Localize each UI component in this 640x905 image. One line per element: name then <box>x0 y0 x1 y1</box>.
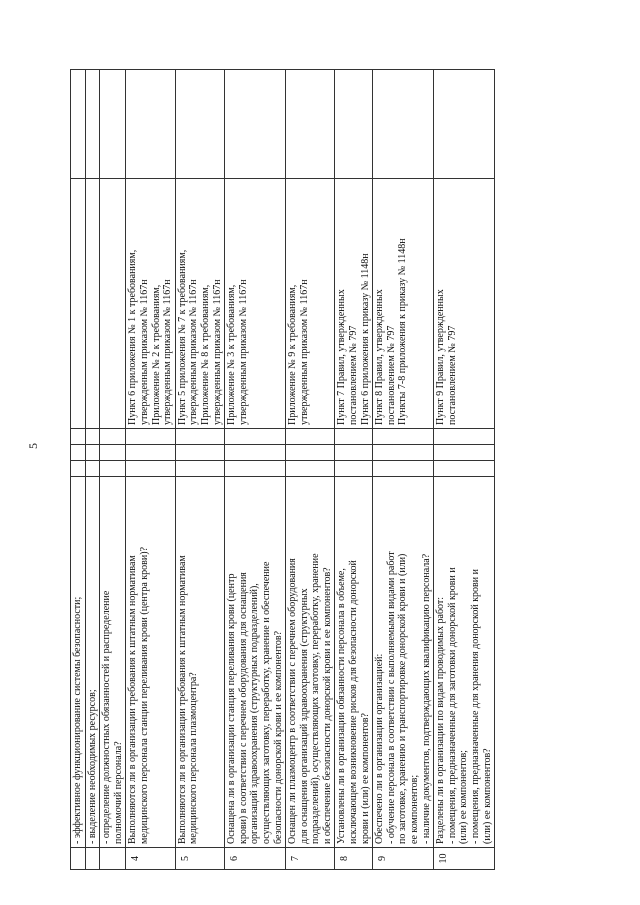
reference-line: Пункты 7-8 приложения к приказу № 1148н <box>397 238 409 425</box>
table-row <box>434 70 495 870</box>
answer-no-cell <box>175 445 224 461</box>
question-line: Обеспечено ли в организации организацией: <box>374 653 386 844</box>
reference-line: Приложение № 3 к требованиям, <box>226 284 238 425</box>
question-line: крови) в соответствии с перечнем оборудования для оснащения <box>237 572 249 844</box>
answer-yes-cell <box>225 461 286 477</box>
not-applicable-cell <box>225 429 286 445</box>
table-row <box>126 70 175 870</box>
answer-no-cell <box>100 445 126 461</box>
question-line: - выделение необходимых ресурсов; <box>86 689 98 844</box>
question-line: Установлены ли в организации обязанности персонала в объеме, <box>336 568 348 844</box>
answer-yes-cell <box>100 461 126 477</box>
question-cell <box>85 477 100 848</box>
answer-yes-cell <box>175 461 224 477</box>
reference-line: утвержденным приказом № 1167н <box>138 279 150 425</box>
reference-line: Пункт 9 Правил, утвержденных <box>435 289 447 425</box>
question-cell <box>335 477 373 848</box>
question-line: по заготовке, хранению и транспортировке донорской крови и (или) <box>397 553 409 844</box>
question-line: осуществляющих заготовку, переработку, хранение и обеспечение <box>260 561 272 844</box>
comment-cell <box>175 70 224 179</box>
not-applicable-cell <box>434 429 495 445</box>
question-line: подразделений), осуществляющих заготовку, переработку, хранение <box>310 553 322 844</box>
comment-cell <box>100 70 126 179</box>
row-number <box>100 848 126 870</box>
not-applicable-cell <box>85 429 100 445</box>
checklist-body <box>71 70 495 870</box>
row-number-text: 10 <box>438 853 450 864</box>
reference-line: Пункт 6 приложения № 1 к требованиям, <box>127 249 139 425</box>
row-number-text: 5 <box>179 856 191 861</box>
answer-yes-cell <box>126 461 175 477</box>
comment-cell <box>434 70 495 179</box>
row-number <box>71 848 86 870</box>
answer-yes-cell <box>373 461 434 477</box>
row-number <box>175 848 224 870</box>
question-line: - помещения, предназначенные для заготовки донорской крови и <box>446 567 458 844</box>
question-line: - эффективное функционирование системы безопасности; <box>72 596 83 844</box>
row-number-text: 8 <box>339 856 351 861</box>
reference-cell <box>85 179 100 429</box>
reference-line: Приложение № 8 к требованиям, <box>199 284 211 425</box>
answer-no-cell <box>335 445 373 461</box>
reference-cell <box>434 179 495 429</box>
question-line: Выполняются ли в организации требования к штатным нормативам <box>127 555 139 844</box>
question-line: - определение должностных обязанностей и распределение <box>101 590 113 844</box>
reference-line: постановлением № 797 <box>446 325 458 425</box>
answer-no-cell <box>225 445 286 461</box>
reference-cell <box>286 179 335 429</box>
reference-cell <box>100 179 126 429</box>
question-line: полномочий персонала? <box>112 741 124 844</box>
row-number-text: 7 <box>290 856 302 861</box>
reference-line: утвержденным приказом № 1167н <box>237 279 249 425</box>
reference-line: Пункт 7 Правил, утвержденных <box>336 289 348 425</box>
table-row <box>100 70 126 870</box>
table-row <box>335 70 373 870</box>
question-line: и обеспечение безопасности донорской крови и ее компонентов? <box>321 567 333 844</box>
answer-yes-cell <box>71 461 86 477</box>
answer-no-cell <box>286 445 335 461</box>
not-applicable-cell <box>286 429 335 445</box>
question-cell <box>126 477 175 848</box>
comment-cell <box>373 70 434 179</box>
row-number <box>373 848 434 870</box>
answer-no-cell <box>85 445 100 461</box>
row-number <box>434 848 495 870</box>
not-applicable-cell <box>100 429 126 445</box>
row-number-text: 6 <box>229 856 241 861</box>
question-cell <box>373 477 434 848</box>
reference-line: постановлением № 797 <box>348 325 360 425</box>
question-line: ее компонентов; <box>409 774 421 844</box>
question-cell <box>71 477 86 848</box>
question-line: (или) ее компонентов; <box>458 750 470 844</box>
question-line: безопасности донорской крови и ее компонентов? <box>272 630 284 844</box>
question-line: медицинского персонала плазмоцентра? <box>188 672 200 844</box>
reference-cell <box>335 179 373 429</box>
table-row <box>225 70 286 870</box>
question-line: организаций здравоохранения (структурных подразделений), <box>249 583 261 844</box>
question-line: Оснащен ли плазмоцентр в соответствии с перечнем оборудования <box>287 558 299 844</box>
question-line: - наличие документов, подтверждающих квалификацию персонала? <box>420 553 432 844</box>
answer-no-cell <box>71 445 86 461</box>
row-number <box>85 848 100 870</box>
comment-cell <box>85 70 100 179</box>
reference-line: постановлением № 797 <box>385 325 397 425</box>
not-applicable-cell <box>175 429 224 445</box>
reference-line: утвержденным приказом № 1167н <box>298 279 310 425</box>
reference-cell <box>373 179 434 429</box>
table-row <box>85 70 100 870</box>
question-line: исключающем возникновение рисков для безопасности донорской <box>348 560 360 844</box>
table-row <box>286 70 335 870</box>
row-number <box>126 848 175 870</box>
reference-line: Приложение № 9 к требованиям, <box>287 284 299 425</box>
reference-cell <box>126 179 175 429</box>
answer-no-cell <box>373 445 434 461</box>
not-applicable-cell <box>126 429 175 445</box>
comment-cell <box>335 70 373 179</box>
answer-yes-cell <box>434 461 495 477</box>
reference-cell <box>71 179 86 429</box>
row-number-text: 9 <box>377 856 389 861</box>
answer-yes-cell <box>335 461 373 477</box>
reference-cell <box>175 179 224 429</box>
table-row <box>373 70 434 870</box>
answer-yes-cell <box>85 461 100 477</box>
row-number <box>225 848 286 870</box>
question-line: Оснащена ли в организации станция переливания крови (центр <box>226 573 238 844</box>
question-line: медицинского персонала станции переливания крови (центра крови)? <box>138 546 150 844</box>
question-line: для оснащения организаций здравоохранения (структурных <box>298 588 310 844</box>
page-number: 5 <box>26 443 40 449</box>
table-row <box>175 70 224 870</box>
table-row <box>71 70 86 870</box>
question-cell <box>434 477 495 848</box>
checklist-table <box>70 69 495 870</box>
answer-no-cell <box>434 445 495 461</box>
question-line: - обучение персонала в соответствии с выполняемыми видами работ <box>385 551 397 844</box>
reference-line: Приложение № 2 к требованиям, <box>150 284 162 425</box>
row-number-text: 4 <box>130 856 142 861</box>
not-applicable-cell <box>71 429 86 445</box>
reference-line: утвержденным приказом № 1167н <box>162 279 174 425</box>
not-applicable-cell <box>335 429 373 445</box>
row-number <box>286 848 335 870</box>
comment-cell <box>71 70 86 179</box>
question-cell <box>286 477 335 848</box>
answer-yes-cell <box>286 461 335 477</box>
reference-line: Пункт 5 приложения № 7 к требованиям, <box>176 249 188 425</box>
comment-cell <box>126 70 175 179</box>
reference-line: утвержденным приказом № 1167н <box>211 279 223 425</box>
question-cell <box>225 477 286 848</box>
not-applicable-cell <box>373 429 434 445</box>
answer-no-cell <box>126 445 175 461</box>
question-line: Разделены ли в организации по видам проводимых работ: <box>435 596 447 844</box>
question-line: - помещения, предназначенные для хранения донорской крови и <box>470 569 481 844</box>
reference-cell <box>225 179 286 429</box>
question-cell <box>175 477 224 848</box>
question-line: Выполняются ли в организации требования к штатным нормативам <box>176 555 188 844</box>
comment-cell <box>225 70 286 179</box>
question-line: (или) ее компонентов? <box>481 748 493 844</box>
checklist-table-rotated <box>70 70 558 870</box>
reference-line: Пункт 8 Правил, утвержденных <box>374 289 386 425</box>
comment-cell <box>286 70 335 179</box>
reference-line: утвержденным приказом № 1167н <box>188 279 200 425</box>
row-number <box>335 848 373 870</box>
question-cell <box>100 477 126 848</box>
question-line: крови и (или) ее компонентов? <box>359 713 371 844</box>
reference-line: Пункт 6 приложения к приказу № 1148н <box>359 253 371 425</box>
